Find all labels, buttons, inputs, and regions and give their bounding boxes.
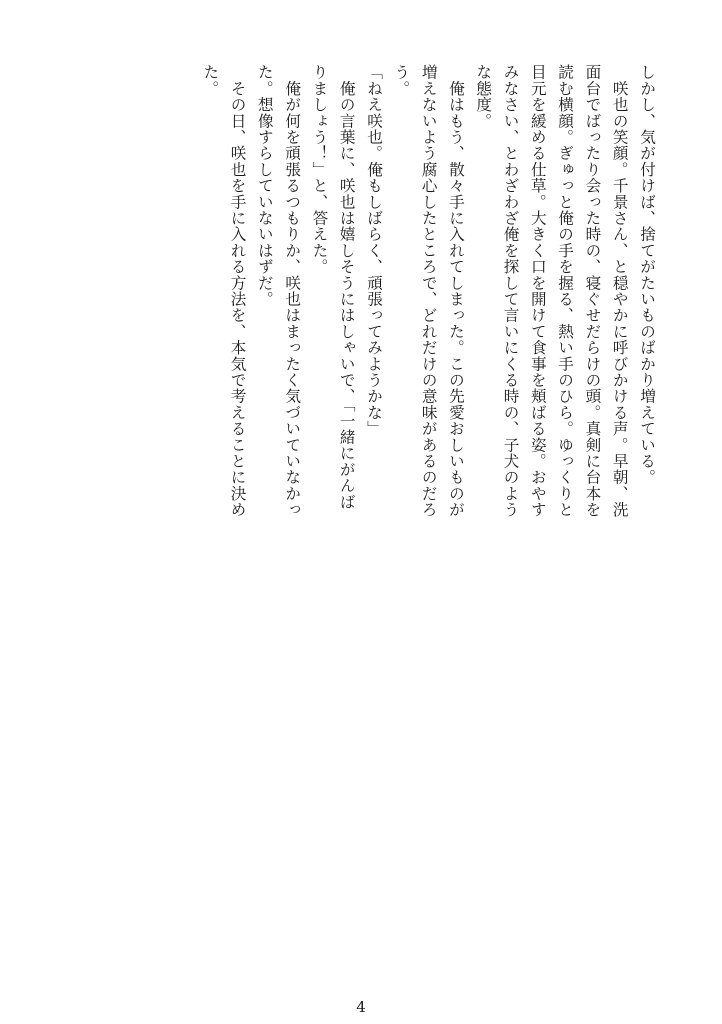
- paragraph: その日、咲也を手に入れる方法を、本気で考えることに決めた。: [201, 64, 247, 518]
- page-number: 4: [356, 998, 366, 1016]
- dialogue-line: 「ねえ咲也。俺もしばらく、頑張ってみようかな」: [365, 64, 384, 437]
- paragraph: しかし、気が付けば、捨てがたいものばかり増えている。: [638, 64, 656, 486]
- novel-text-vertical: [196, 64, 660, 524]
- paragraph: 咲也の笑顔。千景さん、と穏やかに呼びかける声。早朝、洗面台でばったり会った時の、寝ぐせだらけの頭。真剣に台本を読む横顔。ぎゅっと俺の手を握る、熱い手のひら。ゆっくりと目元を緩める仕草。大きく口を開けて食事を頬ばる姿。おやすみなさい、とわざわざ俺を探して言いにくる時の、子犬のような態度。: [474, 64, 629, 518]
- paragraph: 俺の言葉に、咲也は嬉しそうにはしゃいで、「一緒にがんばりましょう！」と、答えた。: [310, 64, 356, 510]
- paragraph: 俺はもう、散々手に入れてしまった。この先愛おしいものが増えないよう腐心したところで、どれだけの意味があるのだろう。: [392, 64, 465, 518]
- paragraph: 俺が何を頑張るつもりか、咲也はまったく気づいていなかった。想像すらしていないはずだ。: [255, 64, 302, 518]
